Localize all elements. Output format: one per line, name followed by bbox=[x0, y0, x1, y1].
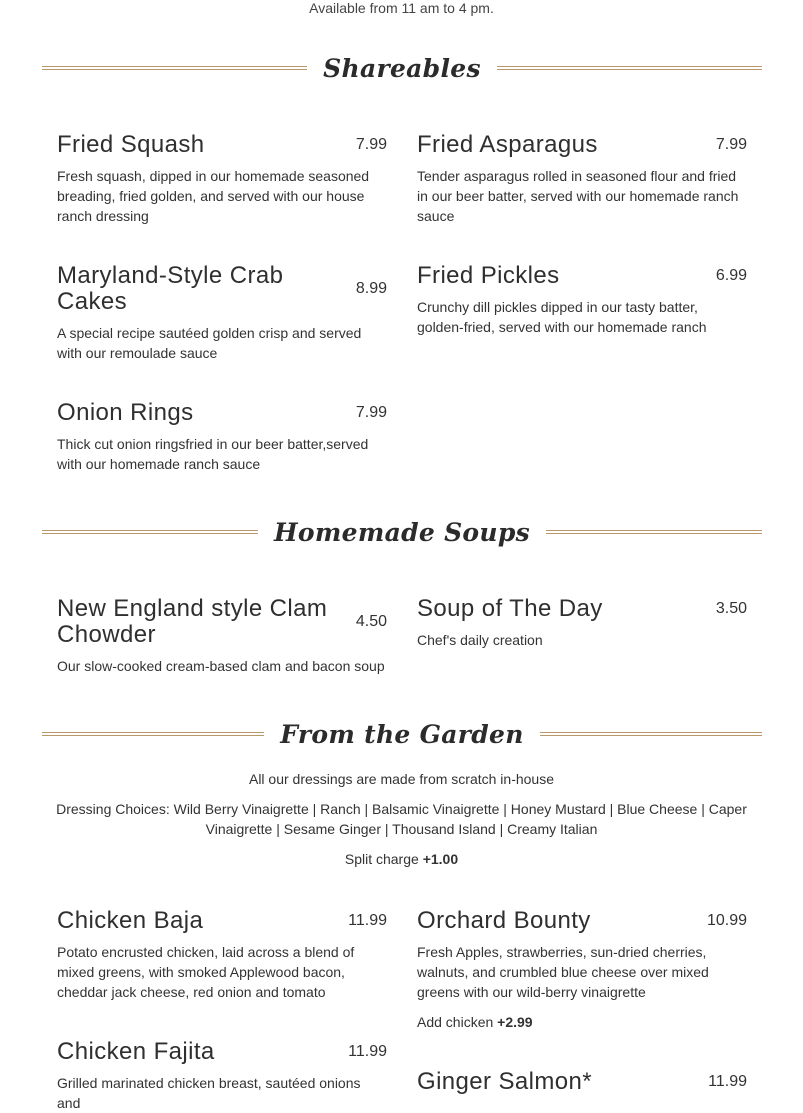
split-charge bbox=[50, 849, 753, 869]
availability-text: Available from 11 am to 4 pm. bbox=[309, 0, 494, 16]
item-price: 3.50 bbox=[715, 600, 747, 617]
item-price: 11.99 bbox=[348, 1043, 387, 1060]
item-name: New England style Clam Chowder bbox=[57, 595, 328, 648]
header-rule-left bbox=[42, 732, 264, 736]
section-header-shareables bbox=[42, 48, 762, 88]
item-description: Chef's daily creation bbox=[417, 632, 543, 648]
header-rule-left bbox=[42, 66, 307, 70]
addon-label: Add chicken bbox=[417, 1014, 498, 1030]
header-rule-right bbox=[540, 732, 762, 736]
item-name: Fried Asparagus bbox=[417, 131, 598, 158]
menu-item-onion-rings bbox=[57, 400, 387, 474]
item-name: Fried Pickles bbox=[417, 262, 560, 289]
section-header-soups bbox=[42, 512, 762, 552]
item-description: Fresh squash, dipped in our homemade seasoned breading, fried golden, and served with our house ranch dressing bbox=[57, 168, 370, 224]
item-description: Our slow-cooked cream-based clam and bacon soup bbox=[57, 658, 385, 674]
item-price: 11.99 bbox=[348, 912, 387, 929]
menu-item-fried-squash bbox=[57, 132, 387, 226]
item-name: Fried Squash bbox=[57, 131, 205, 158]
item-price: 7.99 bbox=[355, 136, 387, 153]
item-price: 7.99 bbox=[715, 136, 747, 153]
item-name: Maryland-Style Crab Cakes bbox=[57, 262, 284, 315]
item-name: Ginger Salmon* bbox=[417, 1068, 593, 1095]
menu-item-fried-asparagus bbox=[417, 132, 747, 226]
section-header-garden bbox=[42, 714, 762, 754]
split-charge-price: +1.00 bbox=[422, 851, 459, 867]
item-name: Chicken Baja bbox=[57, 907, 204, 934]
item-name: Onion Rings bbox=[57, 399, 194, 426]
menu-item-soup-of-the-day bbox=[417, 596, 747, 650]
item-price: 7.99 bbox=[355, 404, 387, 421]
menu-item-orchard-bounty bbox=[417, 908, 747, 1032]
header-rule-right bbox=[497, 66, 762, 70]
split-charge-label: Split charge bbox=[344, 851, 423, 867]
menu-item-chicken-fajita bbox=[57, 1039, 387, 1113]
menu-item-clam-chowder bbox=[57, 596, 387, 676]
item-name: Orchard Bounty bbox=[417, 907, 591, 934]
section-title-soups: Homemade Soups bbox=[273, 517, 531, 547]
item-price: 4.50 bbox=[355, 613, 387, 630]
header-rule-left bbox=[42, 530, 258, 534]
section-title-shareables: Shareables bbox=[323, 53, 481, 83]
item-description: Thick cut onion ringsfried in our beer batter,served with our homemade ranch sauce bbox=[57, 436, 369, 472]
addon-price: +2.99 bbox=[497, 1014, 533, 1030]
item-description: Tender asparagus rolled in seasoned flour and fried in our beer batter, served with our homemade ranch sauce bbox=[417, 168, 739, 224]
menu-item-crab-cakes bbox=[57, 263, 387, 363]
item-price: 11.99 bbox=[708, 1073, 747, 1090]
item-price: 10.99 bbox=[706, 912, 747, 929]
menu-item-fried-pickles bbox=[417, 263, 747, 337]
item-addon bbox=[417, 1012, 747, 1032]
item-name: Chicken Fajita bbox=[57, 1038, 215, 1065]
section-title-garden: From the Garden bbox=[280, 719, 524, 749]
menu-item-ginger-salmon bbox=[417, 1069, 747, 1095]
item-price: 8.99 bbox=[355, 280, 387, 297]
item-description: Crunchy dill pickles dipped in our tasty batter, golden-fried, served with our homemade ranch bbox=[417, 299, 707, 335]
item-description: A special recipe sautéed golden crisp and served with our remoulade sauce bbox=[57, 325, 362, 361]
item-description: Fresh Apples, strawberries, sun-dried cherries, walnuts, and crumbled blue cheese over mixed greens with our wild-berry vinaigrette bbox=[417, 944, 709, 1000]
item-description: Potato encrusted chicken, laid across a blend of mixed greens, with smoked Applewood bacon, cheddar jack cheese, red onion and tomato bbox=[57, 944, 355, 1000]
menu-item-chicken-baja bbox=[57, 908, 387, 1002]
header-rule-right bbox=[546, 530, 762, 534]
item-name: Soup of The Day bbox=[417, 595, 603, 622]
item-price: 6.99 bbox=[715, 267, 747, 284]
dressing-note: All our dressings are made from scratch in-house bbox=[248, 771, 555, 787]
dressing-choices: Dressing Choices: Wild Berry Vinaigrette | Ranch | Balsamic Vinaigrette | Honey Mustard | Blue Cheese | Caper Vinaigrette | Sesame Ginger | Thousand Island | Creamy Italian bbox=[56, 801, 747, 837]
item-description: Grilled marinated chicken breast, sautéed onions and bbox=[57, 1075, 361, 1111]
